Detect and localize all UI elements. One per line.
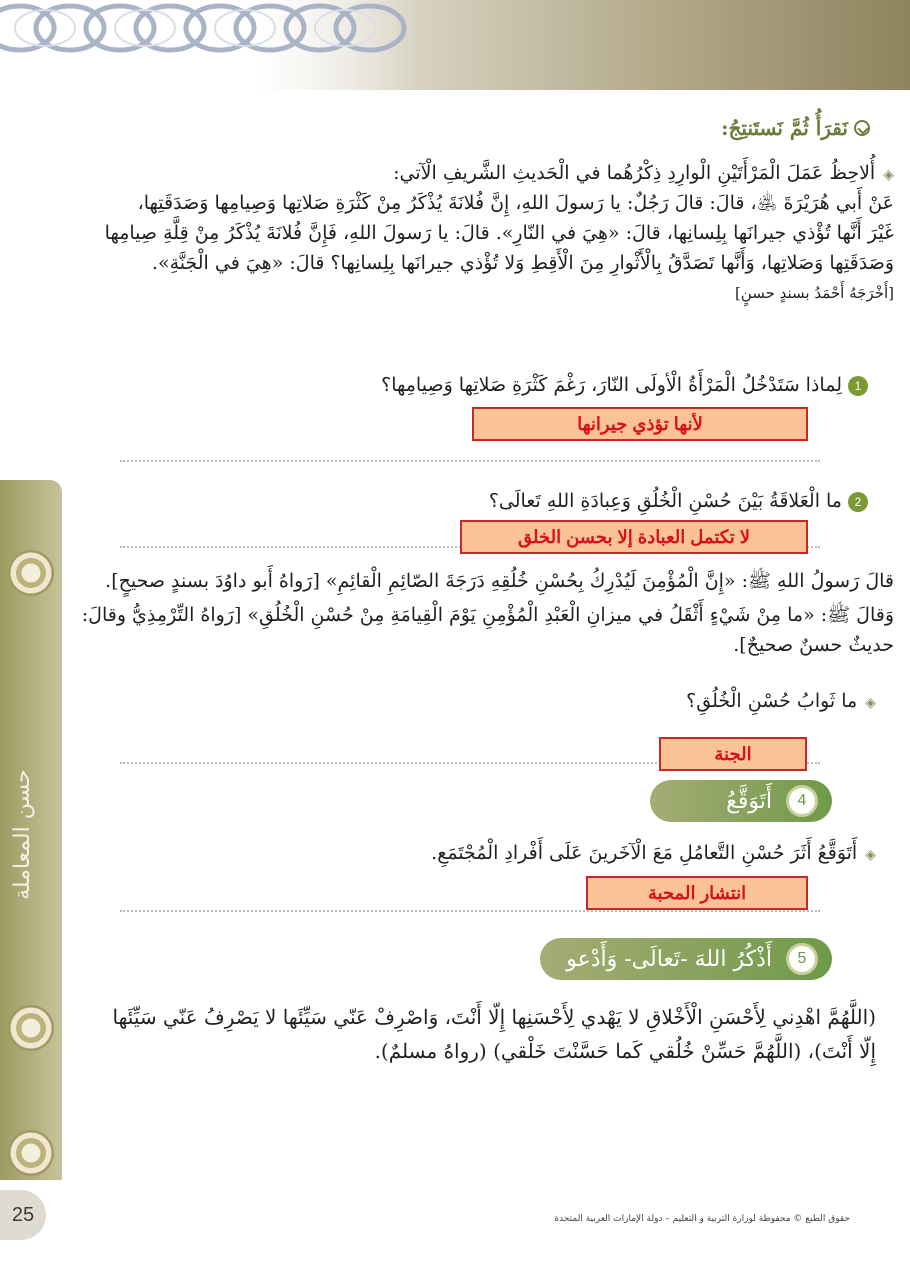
chain-ornament-icon — [0, 0, 420, 70]
hadith-support — [74, 566, 894, 660]
answer-box[interactable]: لأنها تؤذي جيرانها — [472, 407, 808, 441]
answer-box[interactable]: الجنة — [659, 737, 807, 771]
question-3 — [116, 686, 876, 718]
diamond-bullet-icon: ◈ — [865, 695, 876, 711]
answer-box[interactable]: انتشار المحبة — [586, 876, 808, 910]
section-title — [721, 116, 870, 140]
answer-line — [120, 460, 820, 462]
expect-prompt — [116, 838, 876, 870]
hadith-source: [أَخْرَجَهُ أَحْمَدُ بسندٍ حسنٍ] — [734, 284, 894, 302]
diamond-bullet-icon: ◈ — [883, 167, 894, 183]
dua-block — [76, 1000, 876, 1068]
section-pill-title: أَذْكُرُ اللهَ -تَعالَى- وَأَدْعو — [566, 946, 772, 972]
dua-line: (اللَّهُمَّ اهْدِني لِأَحْسَنِ الْأَخْلاقِ لا يَهْدي لِأَحْسَنِها إِلّا أَنْتَ، وَاصْرِفْ عَنّي سَيِّئَها لا يَصْرِفُ عَنّي سَيِّئَها — [112, 1005, 876, 1029]
dua-line: إِلّا أَنْتَ)، (اللَّهُمَّ حَسِّنْ خُلُقي كَما حَسَّنْتَ خَلْقي) (رواهُ مسلمٌ). — [374, 1039, 876, 1063]
expect-text: أَتَوَقَّعُ أَثَرَ حُسْنِ التَّعامُلِ مَعَ الْآخَرينَ عَلَى أَفْرادِ الْمُجْتَمَعِ. — [431, 842, 858, 864]
question-number: 1 — [848, 376, 868, 396]
hadith-line: عَنْ أَبي هُرَيْرَةَ ﵁، قالَ: قالَ رَجُلٌ: يا رَسولَ اللهِ، إِنَّ فُلانَةَ يُذْكَرُ مِنْ كَثْرَةِ صَلاتِها وَصِيامِها وَصَدَقَتِها، — [137, 192, 894, 214]
chevron-circle-icon — [854, 120, 870, 136]
hadith-line: غَيْرَ أَنَّها تُؤْذي جيرانَها بِلِسانِها، قالَ: «هِيَ في النّارِ». قالَ: يا رَسولَ اللهِ، فَإِنَّ فُلانَةَ يُذْكَرُ مِنْ قِلَّةِ صِيامِها — [104, 222, 894, 244]
question-text: ما الْعَلاقَةُ بَيْنَ حُسْنِ الْخُلُقِ وَعِبادَةِ اللهِ تَعالَى؟ — [488, 490, 842, 512]
copyright-footer: حقوق الطبع © محفوظة لوزارة التربية و التعليم – دولة الإمارات العربية المتحدة — [554, 1214, 850, 1224]
flower-ornament-icon — [8, 1130, 54, 1176]
section-title-text: نَقرَأُ ثُمَّ نَستَنتِجُ: — [721, 116, 848, 140]
page-number: 25 — [0, 1190, 46, 1240]
question-2 — [108, 486, 868, 516]
question-text: لِماذا سَتَدْخُلُ الْمَرْأَةُ الْأولَى النّارَ، رَغْمَ كَثْرَةِ صَلاتِها وَصِيامِها؟ — [381, 374, 842, 396]
flower-ornament-icon — [8, 550, 54, 596]
hadith-line: حديثٌ حسنٌ صحيحٌ]. — [733, 634, 894, 656]
diamond-bullet-icon: ◈ — [865, 847, 876, 863]
section-pill-title: أَتَوَقَّعُ — [726, 788, 772, 814]
observe-text: أُلاحِظُ عَمَلَ الْمَرْأَتَيْنِ الْوارِدِ ذِكْرُهُما في الْحَديثِ الشَّريفِ الْآتي: — [393, 162, 876, 184]
section-number: 5 — [786, 943, 818, 975]
observe-prompt — [74, 158, 894, 190]
section-number: 4 — [786, 785, 818, 817]
hadith-line: وَقالَ ﷺ: «ما مِنْ شَيْءٍ أَثْقَلُ في ميزانِ الْعَبْدِ الْمُؤْمِنِ يَوْمَ الْقِيامَةِ مِنْ حُسْنِ الْخُلُقِ» [رَواهُ التِّرْمِذِيُّ وقالَ: — [81, 604, 894, 626]
unit-title: حسن المعاملة — [10, 769, 35, 901]
header-band — [0, 0, 910, 90]
question-1 — [108, 370, 868, 400]
flower-ornament-icon — [8, 1005, 54, 1051]
answer-line — [120, 910, 820, 912]
section-pill-remember — [540, 938, 832, 980]
section-pill-expect — [650, 780, 832, 822]
hadith-line: قالَ رَسولُ اللهِ ﷺ: «إِنَّ الْمُؤْمِنَ لَيُدْرِكُ بِحُسْنِ خُلُقِهِ دَرَجَةَ الصّائِمِ الْقائِمِ» [رَواهُ أَبو داوُدَ بسندٍ صحيحٍ]. — [105, 570, 894, 592]
question-number: 2 — [848, 492, 868, 512]
question-text: ما ثَوابُ حُسْنِ الْخُلُقِ؟ — [686, 690, 858, 712]
hadith-block — [74, 188, 894, 308]
answer-box[interactable]: لا تكتمل العبادة إلا بحسن الخلق — [460, 520, 808, 554]
hadith-line: وَصَدَقَتِها وَصَلاتِها، وَأَنَّها تَصَدَّقُ بِالْأَثْوارِ مِنَ الْأَقِطِ وَلا تُؤْذي جيرانَها بِلِسانِها؟ قالَ: «هِيَ في الْجَنَّةِ». — [151, 252, 894, 274]
